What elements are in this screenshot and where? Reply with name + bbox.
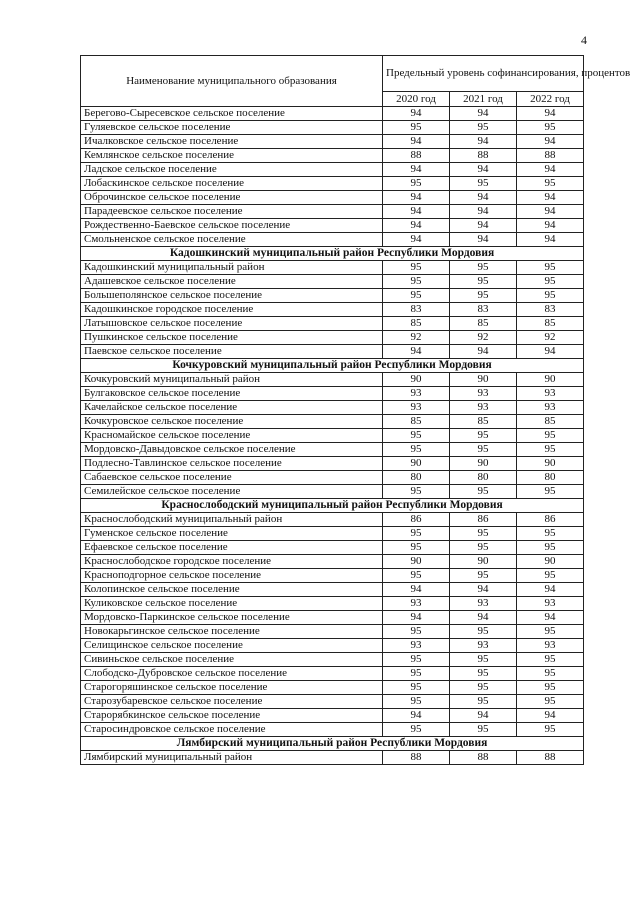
municipality-name: Красноподгорное сельское поселение: [81, 569, 383, 583]
table-row: [81, 443, 584, 457]
municipality-name: Ичалковское сельское поселение: [81, 135, 383, 149]
cofinancing-value: 95: [383, 527, 450, 541]
municipality-name: Старорябкинское сельское поселение: [81, 709, 383, 723]
table-row: [81, 751, 584, 765]
municipality-name: Кемлянское сельское поселение: [81, 149, 383, 163]
municipality-name: Сабаевское сельское поселение: [81, 471, 383, 485]
cofinancing-value: 95: [517, 695, 584, 709]
municipality-name: Семилейское сельское поселение: [81, 485, 383, 499]
table-row: [81, 163, 584, 177]
table-row: [81, 681, 584, 695]
column-header-name: Наименование муниципального образования: [81, 56, 383, 107]
cofinancing-value: 95: [517, 121, 584, 135]
cofinancing-value: 85: [383, 415, 450, 429]
cofinancing-value: 94: [383, 345, 450, 359]
table-row: [81, 653, 584, 667]
cofinancing-value: 95: [450, 485, 517, 499]
cofinancing-value: 93: [450, 387, 517, 401]
cofinancing-value: 95: [517, 485, 584, 499]
cofinancing-value: 95: [517, 527, 584, 541]
cofinancing-value: 80: [383, 471, 450, 485]
column-header-year: 2022 год: [517, 92, 584, 107]
table-row: [81, 261, 584, 275]
district-section-title: Лямбирский муниципальный район Республики Мордовия: [81, 737, 584, 751]
cofinancing-value: 95: [383, 289, 450, 303]
cofinancing-value: 90: [517, 373, 584, 387]
cofinancing-value: 93: [517, 597, 584, 611]
table-row: [81, 107, 584, 121]
municipality-name: Кадошкинский муниципальный район: [81, 261, 383, 275]
cofinancing-value: 94: [517, 219, 584, 233]
cofinancing-value: 88: [450, 149, 517, 163]
cofinancing-value: 90: [450, 555, 517, 569]
cofinancing-value: 95: [450, 289, 517, 303]
municipality-name: Новокарьгинское сельское поселение: [81, 625, 383, 639]
cofinancing-value: 95: [383, 569, 450, 583]
cofinancing-value: 94: [383, 163, 450, 177]
cofinancing-value: 94: [517, 709, 584, 723]
cofinancing-value: 90: [383, 457, 450, 471]
municipality-name: Колопинское сельское поселение: [81, 583, 383, 597]
cofinancing-value: 95: [450, 681, 517, 695]
cofinancing-value: 94: [517, 233, 584, 247]
cofinancing-value: 93: [517, 401, 584, 415]
table-row: [81, 611, 584, 625]
table-row: [81, 191, 584, 205]
cofinancing-value: 95: [517, 667, 584, 681]
municipality-name: Краснослободский муниципальный район: [81, 513, 383, 527]
cofinancing-value: 94: [383, 219, 450, 233]
cofinancing-value: 94: [517, 191, 584, 205]
cofinancing-value: 94: [517, 107, 584, 121]
cofinancing-value: 95: [450, 527, 517, 541]
table-row: [81, 121, 584, 135]
cofinancing-value: 95: [450, 443, 517, 457]
cofinancing-value: 88: [517, 751, 584, 765]
cofinancing-value: 95: [383, 653, 450, 667]
district-section-title: Кадошкинский муниципальный район Республики Мордовия: [81, 247, 584, 261]
municipality-name: Селищинское сельское поселение: [81, 639, 383, 653]
table-row: [81, 527, 584, 541]
cofinancing-value: 93: [450, 401, 517, 415]
table-row: [81, 485, 584, 499]
cofinancing-value: 95: [517, 443, 584, 457]
municipality-name: Старозубаревское сельское поселение: [81, 695, 383, 709]
table-row: [81, 569, 584, 583]
cofinancing-value: 90: [383, 373, 450, 387]
cofinancing-value: 95: [517, 541, 584, 555]
table-row: [81, 345, 584, 359]
municipality-name: Кочкуровский муниципальный район: [81, 373, 383, 387]
cofinancing-value: 95: [517, 275, 584, 289]
table-row: [81, 597, 584, 611]
table-row: [81, 387, 584, 401]
municipality-name: Паевское сельское поселение: [81, 345, 383, 359]
cofinancing-value: 83: [517, 303, 584, 317]
municipality-name: Ефаевское сельское поселение: [81, 541, 383, 555]
cofinancing-value: 94: [517, 345, 584, 359]
cofinancing-value: 95: [383, 177, 450, 191]
table-row: [81, 457, 584, 471]
table-row: [81, 135, 584, 149]
cofinancing-value: 85: [450, 317, 517, 331]
table-body: [81, 107, 584, 765]
cofinancing-value: 95: [383, 723, 450, 737]
municipality-name: Мордовско-Паркинское сельское поселение: [81, 611, 383, 625]
municipality-name: Слободско-Дубровское сельское поселение: [81, 667, 383, 681]
cofinancing-value: 94: [450, 345, 517, 359]
cofinancing-value: 94: [517, 135, 584, 149]
table-row: [81, 401, 584, 415]
cofinancing-value: 80: [450, 471, 517, 485]
cofinancing-value: 93: [383, 597, 450, 611]
table-row: [81, 709, 584, 723]
table-row: [81, 373, 584, 387]
cofinancing-value: 95: [383, 121, 450, 135]
table-row: [81, 177, 584, 191]
table-row: [81, 723, 584, 737]
table-row: [81, 639, 584, 653]
municipality-name: Красномайское сельское поселение: [81, 429, 383, 443]
cofinancing-value: 94: [450, 135, 517, 149]
cofinancing-value: 94: [383, 135, 450, 149]
cofinancing-value: 93: [383, 387, 450, 401]
cofinancing-value: 94: [383, 107, 450, 121]
district-section-row: [81, 359, 584, 373]
cofinancing-value: 83: [383, 303, 450, 317]
cofinancing-value: 94: [450, 709, 517, 723]
cofinancing-table: [80, 55, 631, 765]
municipality-name: Краснослободское городское поселение: [81, 555, 383, 569]
cofinancing-value: 86: [517, 513, 584, 527]
cofinancing-value: 95: [450, 275, 517, 289]
cofinancing-value: 95: [517, 681, 584, 695]
cofinancing-value: 93: [383, 639, 450, 653]
table-row: [81, 317, 584, 331]
municipality-name: Сивиньское сельское поселение: [81, 653, 383, 667]
cofinancing-value: 86: [450, 513, 517, 527]
table-row: [81, 205, 584, 219]
column-header-year: 2020 год: [383, 92, 450, 107]
cofinancing-value: 88: [383, 751, 450, 765]
cofinancing-value: 94: [450, 107, 517, 121]
cofinancing-value: 94: [383, 233, 450, 247]
municipality-name: Качелайское сельское поселение: [81, 401, 383, 415]
cofinancing-value: 93: [383, 401, 450, 415]
municipality-name: Берегово-Сыресевское сельское поселение: [81, 107, 383, 121]
cofinancing-value: 95: [517, 177, 584, 191]
cofinancing-value: 94: [450, 163, 517, 177]
cofinancing-value: 88: [450, 751, 517, 765]
cofinancing-value: 95: [383, 681, 450, 695]
table-row: [81, 149, 584, 163]
district-section-row: [81, 737, 584, 751]
municipality-name: Рождественно-Баевское сельское поселение: [81, 219, 383, 233]
cofinancing-value: 95: [450, 261, 517, 275]
municipality-name: Кадошкинское городское поселение: [81, 303, 383, 317]
cofinancing-value: 85: [517, 415, 584, 429]
municipality-name: Лобаскинское сельское поселение: [81, 177, 383, 191]
municipality-name: Подлесно-Тавлинское сельское поселение: [81, 457, 383, 471]
table-row: [81, 275, 584, 289]
municipality-name: Старосиндровское сельское поселение: [81, 723, 383, 737]
cofinancing-value: 95: [517, 289, 584, 303]
table-row: [81, 583, 584, 597]
cofinancing-value: 93: [450, 639, 517, 653]
cofinancing-value: 95: [450, 695, 517, 709]
cofinancing-value: 95: [383, 485, 450, 499]
cofinancing-value: 85: [383, 317, 450, 331]
municipality-name: Куликовское сельское поселение: [81, 597, 383, 611]
column-header-cofinancing: Предельный уровень софинансирования, процентов: [383, 56, 584, 92]
cofinancing-value: 93: [517, 639, 584, 653]
cofinancing-value: 95: [450, 121, 517, 135]
cofinancing-value: 94: [450, 191, 517, 205]
cofinancing-value: 95: [383, 429, 450, 443]
cofinancing-value: 95: [450, 429, 517, 443]
cofinancing-value: 93: [517, 387, 584, 401]
table-row: [81, 233, 584, 247]
cofinancing-value: 94: [517, 205, 584, 219]
cofinancing-value: 94: [517, 163, 584, 177]
cofinancing-value: 94: [517, 583, 584, 597]
cofinancing-value: 90: [450, 373, 517, 387]
municipality-name: Кочкуровское сельское поселение: [81, 415, 383, 429]
table-row: [81, 555, 584, 569]
cofinancing-value: 86: [383, 513, 450, 527]
cofinancing-value: 95: [517, 625, 584, 639]
table-row: [81, 541, 584, 555]
municipality-name: Булгаковское сельское поселение: [81, 387, 383, 401]
municipality-name: Ладское сельское поселение: [81, 163, 383, 177]
cofinancing-value: 95: [383, 695, 450, 709]
cofinancing-value: 94: [450, 219, 517, 233]
cofinancing-value: 95: [450, 653, 517, 667]
cofinancing-value: 94: [450, 233, 517, 247]
cofinancing-value: 92: [450, 331, 517, 345]
table-row: [81, 331, 584, 345]
municipality-name: Парадеевское сельское поселение: [81, 205, 383, 219]
cofinancing-value: 95: [383, 625, 450, 639]
cofinancing-value: 95: [450, 723, 517, 737]
cofinancing-value: 95: [383, 541, 450, 555]
cofinancing-value: 83: [450, 303, 517, 317]
cofinancing-value: 94: [450, 611, 517, 625]
cofinancing-value: 94: [383, 709, 450, 723]
municipality-name: Смольненское сельское поселение: [81, 233, 383, 247]
table-row: [81, 625, 584, 639]
cofinancing-value: 90: [517, 457, 584, 471]
cofinancing-value: 94: [450, 583, 517, 597]
cofinancing-value: 95: [450, 177, 517, 191]
municipality-name: Адашевское сельское поселение: [81, 275, 383, 289]
cofinancing-value: 94: [450, 205, 517, 219]
district-section-row: [81, 247, 584, 261]
cofinancing-value: 95: [517, 723, 584, 737]
municipality-name: Оброчинское сельское поселение: [81, 191, 383, 205]
municipality-name: Лямбирский муниципальный район: [81, 751, 383, 765]
cofinancing-value: 90: [517, 555, 584, 569]
cofinancing-value: 94: [383, 191, 450, 205]
municipality-name: Гуменское сельское поселение: [81, 527, 383, 541]
cofinancing-value: 88: [383, 149, 450, 163]
table-row: [81, 513, 584, 527]
cofinancing-value: 94: [383, 583, 450, 597]
cofinancing-value: 95: [450, 541, 517, 555]
cofinancing-value: 90: [450, 457, 517, 471]
table-row: [81, 303, 584, 317]
municipality-name: Латышовское сельское поселение: [81, 317, 383, 331]
cofinancing-value: 92: [517, 331, 584, 345]
cofinancing-value: 95: [517, 261, 584, 275]
cofinancing-value: 93: [450, 597, 517, 611]
cofinancing-value: 95: [517, 653, 584, 667]
cofinancing-value: 95: [450, 569, 517, 583]
cofinancing-value: 88: [517, 149, 584, 163]
cofinancing-value: 80: [517, 471, 584, 485]
district-section-row: [81, 499, 584, 513]
municipality-name: Гуляевское сельское поселение: [81, 121, 383, 135]
municipality-name: Пушкинское сельское поселение: [81, 331, 383, 345]
cofinancing-value: 85: [450, 415, 517, 429]
cofinancing-value: 94: [383, 205, 450, 219]
district-section-title: Краснослободский муниципальный район Республики Мордовия: [81, 499, 584, 513]
table-row: [81, 471, 584, 485]
municipality-name: Старогоряшинское сельское поселение: [81, 681, 383, 695]
cofinancing-value: 94: [517, 611, 584, 625]
table-row: [81, 219, 584, 233]
cofinancing-value: 92: [383, 331, 450, 345]
table-row: [81, 695, 584, 709]
cofinancing-value: 95: [383, 261, 450, 275]
cofinancing-value: 90: [383, 555, 450, 569]
cofinancing-value: 95: [383, 275, 450, 289]
cofinancing-value: 95: [517, 569, 584, 583]
cofinancing-value: 95: [383, 443, 450, 457]
table-row: [81, 289, 584, 303]
cofinancing-value: 95: [450, 625, 517, 639]
table-row: [81, 415, 584, 429]
cofinancing-value: 85: [517, 317, 584, 331]
cofinancing-value: 95: [517, 429, 584, 443]
table-row: [81, 429, 584, 443]
page-number: 4: [581, 33, 587, 47]
cofinancing-value: 95: [450, 667, 517, 681]
municipality-name: Большеполянское сельское поселение: [81, 289, 383, 303]
cofinancing-value: 95: [383, 667, 450, 681]
municipality-name: Мордовско-Давыдовское сельское поселение: [81, 443, 383, 457]
cofinancing-value: 94: [383, 611, 450, 625]
column-header-year: 2021 год: [450, 92, 517, 107]
district-section-title: Кочкуровский муниципальный район Республики Мордовия: [81, 359, 584, 373]
table-row: [81, 667, 584, 681]
